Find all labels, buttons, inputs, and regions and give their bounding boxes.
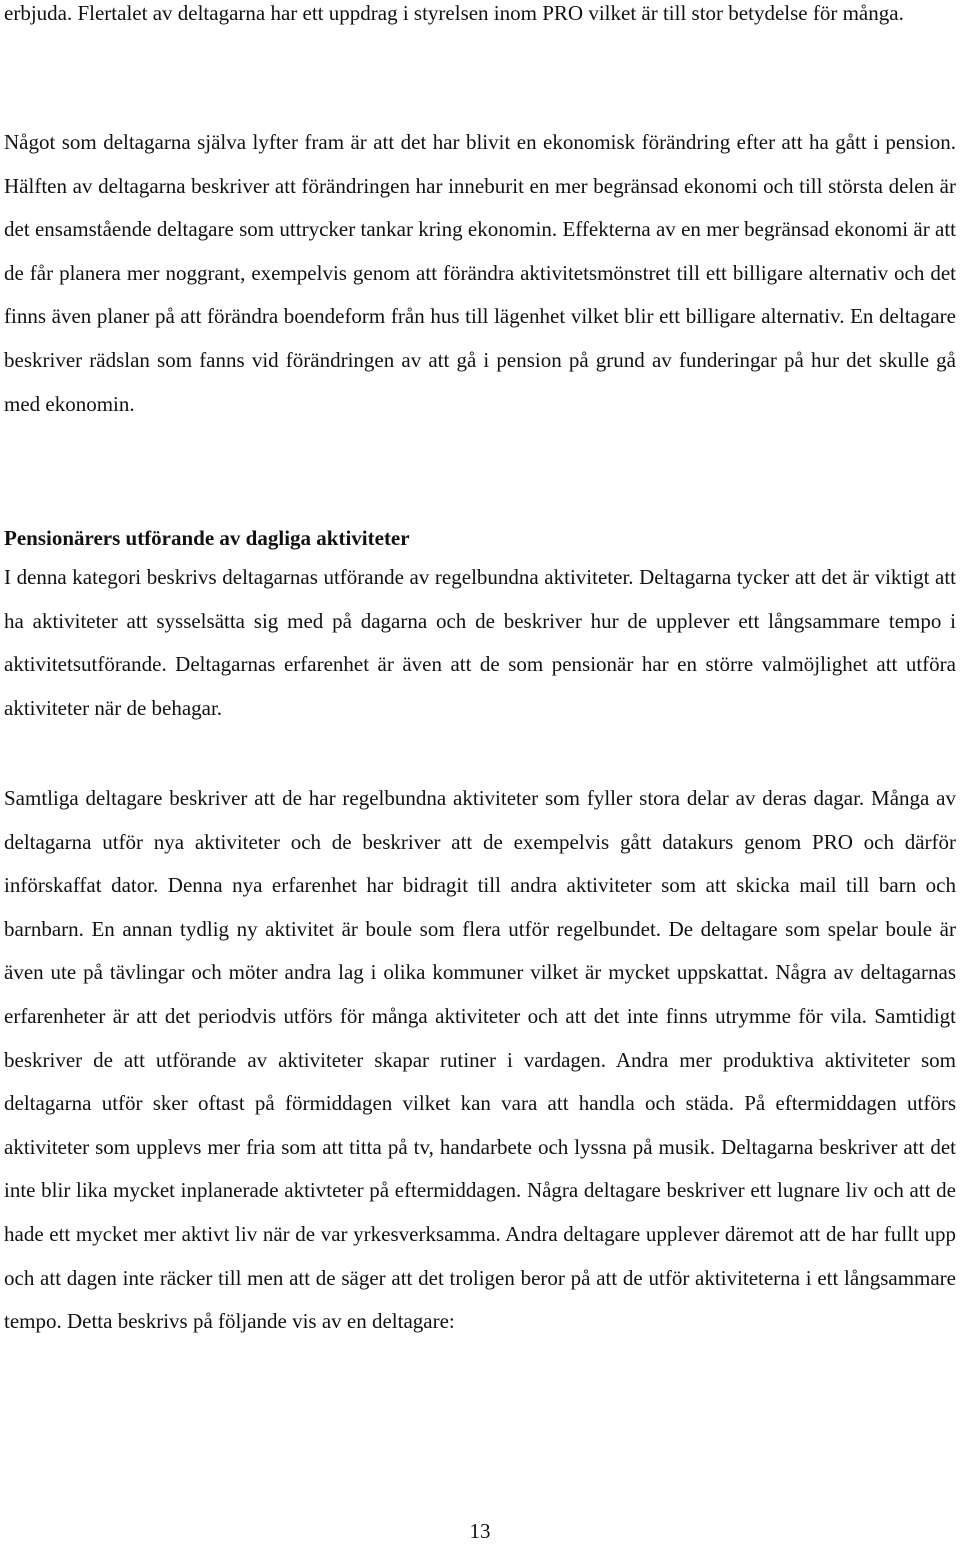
section-heading: Pensionärers utförande av dagliga aktiviteter	[4, 526, 410, 550]
paragraph-category-intro: I denna kategori beskrivs deltagarnas utförande av regelbundna aktiviteter. Deltagarna tycker att det är viktigt att ha aktiviteter att sysselsätta sig med på dagarna och de beskriver hur de upplever ett långsammare tempo i aktivitetsutförande. Deltagarnas erfarenhet är även att de som pensionär har en större valmöjlighet att utföra aktiviteter när de behagar.	[4, 565, 956, 720]
paragraph-regular-activities: Samtliga deltagare beskriver att de har regelbundna aktiviteter som fyller stora delar av deras dagar. Många av deltagarna utför nya aktiviteter och de beskriver att de exempelvis gått datakurs genom PRO och därför införskaffat dator. Denna nya erfarenhet har bidragit till andra aktiviteter som att skicka mail till barn och barnbarn. En annan tydlig ny aktivitet är boule som flera utför regelbundet. De deltagare som spelar boule är även ute på tävlingar och möter andra lag i olika kommuner vilket är mycket uppskattat. Några av deltagarnas erfarenheter är att det periodvis utförs för många aktiviteter och att det inte finns utrymme för vila. Samtidigt beskriver de att utförande av aktiviteter skapar rutiner i vardagen. Andra mer produktiva aktiviteter som deltagarna utför sker oftast på förmiddagen vilket kan vara att handla och städa. På eftermiddagen utförs aktiviteter som upplevs mer fria som att titta på tv, handarbete och lyssna på musik. Deltagarna beskriver att det inte blir lika mycket inplanerade aktivteter på eftermiddagen. Några deltagare beskriver ett lugnare liv och att de hade ett mycket mer aktivt liv när de var yrkesverksamma. Andra deltagare upplever däremot att de har fullt upp och att dagen inte räcker till men att de säger att det troligen beror på att de utför aktiviteterna i ett långsammare tempo. Detta beskrivs på följande vis av en deltagare:	[4, 786, 956, 1334]
paragraph-economy: Något som deltagarna själva lyfter fram är att det har blivit en ekonomisk förändring efter att ha gått i pension. Hälften av deltagarna beskriver att förändringen har inneburit en mer begränsad ekonomi och till största delen är det ensamstående deltagare som uttrycker tankar kring ekonomin. Effekterna av en mer begränsad ekonomi är att de får planera mer noggrant, exempelvis genom att förändra aktivitetsmönstret till ett billigare alternativ och det finns även planer på att förändra boendeform från hus till lägenhet vilket blir ett billigare alternativ. En deltagare beskriver rädslan som fanns vid förändringen av att gå i pension på grund av funderingar på hur det skulle gå med ekonomin.	[4, 130, 956, 416]
paragraph-continuation: erbjuda. Flertalet av deltagarna har ett uppdrag i styrelsen inom PRO vilket är till stor betydelse för många.	[4, 1, 904, 25]
page-number: 13	[469, 1519, 491, 1543]
